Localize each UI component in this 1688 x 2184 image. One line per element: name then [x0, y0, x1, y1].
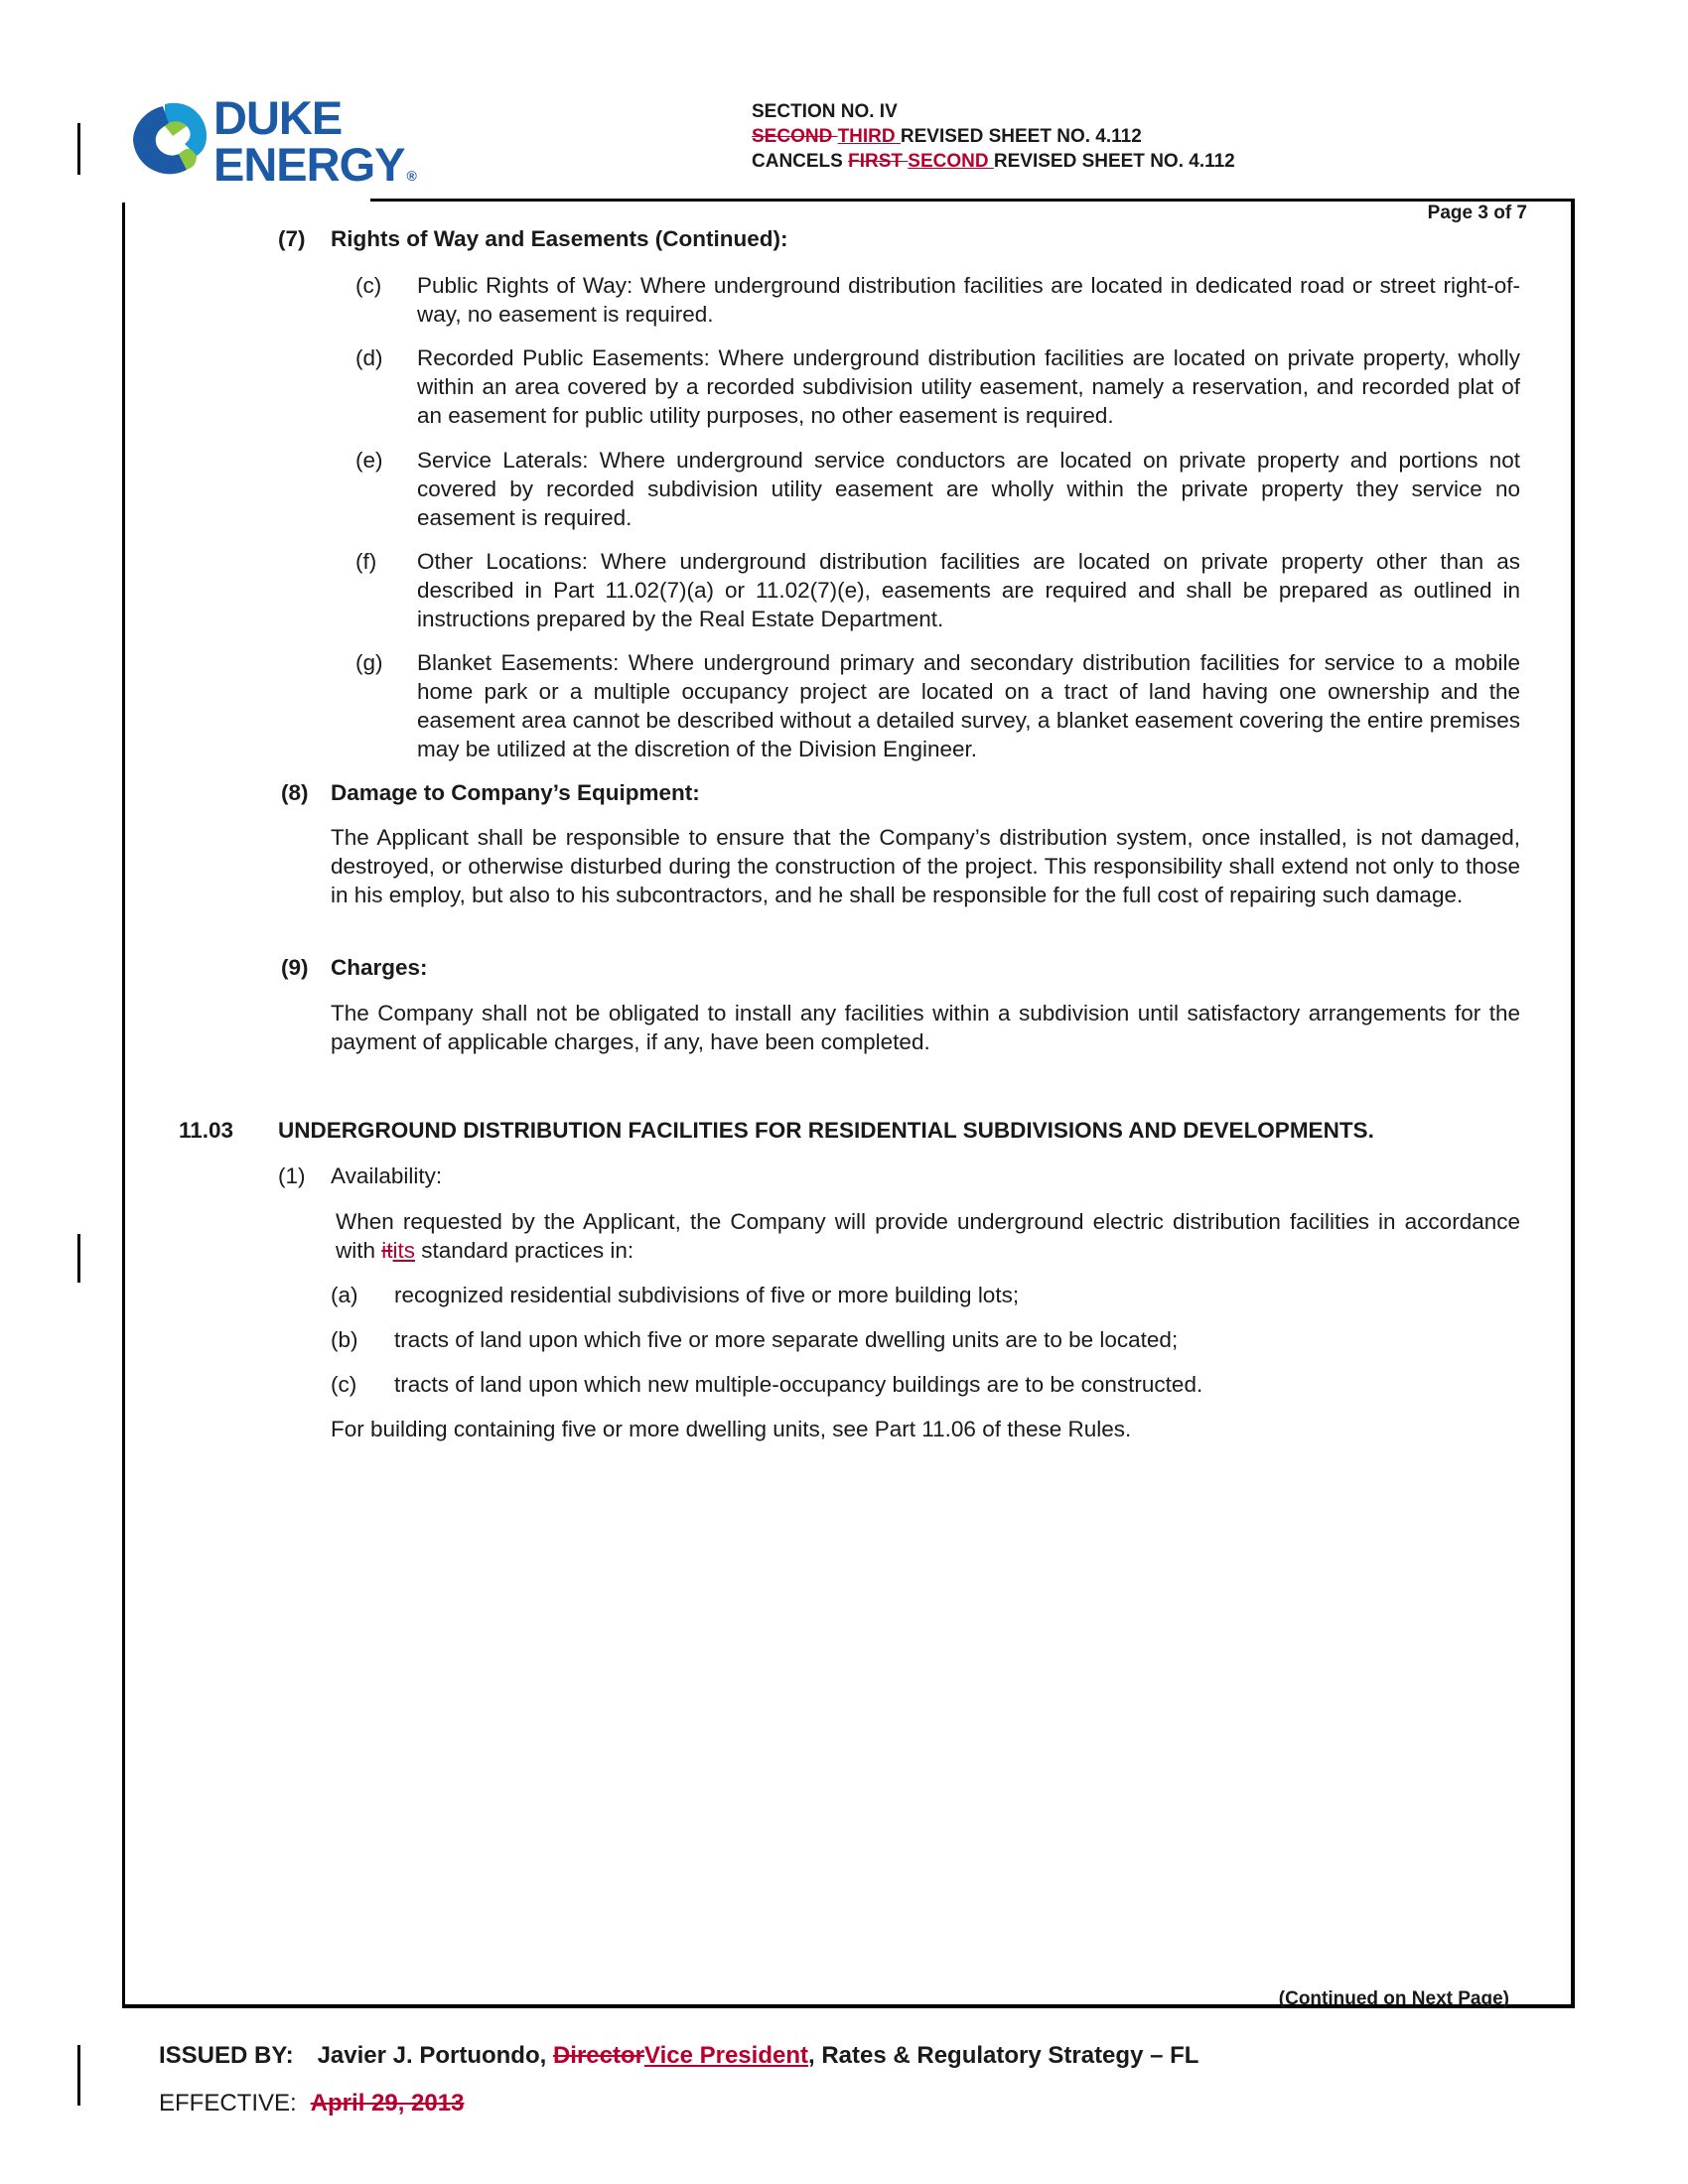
- logo-line2: ENERGY ®: [213, 138, 416, 191]
- section-7-title: Rights of Way and Easements (Continued):: [331, 226, 788, 251]
- change-bar: [77, 123, 80, 175]
- item-text: Public Rights of Way: Where underground distribution facilities are located in dedicated road or street right-of-way, no easement is required.: [417, 273, 1520, 327]
- section-number: SECTION NO. IV: [752, 101, 898, 122]
- availability-intro: When requested by the Applicant, the Company will provide underground electric distribution facilities in accordance with itits standard practices in:: [336, 1209, 1520, 1263]
- change-bar: [77, 2045, 80, 2106]
- closing-note: For building containing five or more dwelling units, see Part 11.06 of these Rules.: [331, 1417, 1132, 1441]
- item-label: (e): [355, 448, 383, 473]
- section-9-title: Charges:: [331, 955, 428, 980]
- effective-line: EFFECTIVE: April 29, 2013: [159, 2090, 465, 2116]
- item-text: Recorded Public Easements: Where underground distribution facilities are located on private property, wholly within an area covered by a recorded subdivision utility easement, namely a reservation, and recorded plat of an easement for public utility purposes, no other easement is required.: [417, 345, 1520, 428]
- section-9-number: (9): [281, 955, 309, 980]
- sheet-header: [752, 99, 1235, 174]
- section-1103-title: UNDERGROUND DISTRIBUTION FACILITIES FOR RESIDENTIAL SUBDIVISIONS AND DEVELOPMENTS.: [278, 1118, 1374, 1143]
- logo-line1: DUKE: [213, 91, 343, 144]
- item-label: (g): [355, 650, 383, 675]
- item-label: (f): [355, 549, 377, 574]
- item-label: (d): [355, 345, 383, 370]
- subsection-1-number: (1): [278, 1163, 306, 1188]
- cancels-line: CANCELS FIRST SECOND REVISED SHEET NO. 4.112: [752, 151, 1235, 172]
- page-border-gap: [122, 199, 370, 203]
- item-text: tracts of land upon which five or more separate dwelling units are to be located;: [394, 1327, 1179, 1352]
- revised-sheet-line: SECOND THIRD REVISED SHEET NO. 4.112: [752, 126, 1142, 147]
- issued-by-line: ISSUED BY: Javier J. Portuondo, DirectorVice President, Rates & Regulatory Strategy – FL: [159, 2042, 1199, 2069]
- effective-label: EFFECTIVE:: [159, 2090, 297, 2116]
- issued-label: ISSUED BY:: [159, 2042, 294, 2069]
- page-number: Page 3 of 7: [1427, 203, 1527, 223]
- item-label: (a): [331, 1283, 358, 1307]
- section-8-text: The Applicant shall be responsible to ensure that the Company’s distribution system, once installed, is not damaged, destroyed, or otherwise disturbed during the construction of the project. This responsibility shall extend not only to those in his employ, but also to his subcontractors, and he shall be responsible for the full cost of repairing such damage.: [331, 825, 1520, 907]
- item-label: (b): [331, 1327, 358, 1352]
- section-1103-number: 11.03: [179, 1118, 234, 1143]
- item-label: (c): [331, 1372, 357, 1397]
- change-bar: [77, 1234, 80, 1283]
- section-8-title: Damage to Company’s Equipment:: [331, 780, 700, 805]
- item-text: Blanket Easements: Where underground primary and secondary distribution facilities for service to a mobile home park or a multiple occupancy project are located on a tract of land having one ownership and the easement area cannot be described without a detailed survey, a blanket easement covering the entire premises may be utilized at the discretion of the Division Engineer.: [417, 650, 1520, 761]
- item-text: recognized residential subdivisions of five or more building lots;: [394, 1283, 1020, 1307]
- subsection-1-title: Availability:: [331, 1163, 443, 1188]
- section-7-number: (7): [278, 226, 306, 251]
- item-label: (c): [355, 273, 382, 298]
- section-8-number: (8): [281, 780, 309, 805]
- section-9-text: The Company shall not be obligated to install any facilities within a subdivision until satisfactory arrangements for the payment of applicable charges, if any, have been completed.: [331, 1001, 1520, 1054]
- item-text: Service Laterals: Where underground service conductors are located on private property and portions not covered by recorded subdivision utility easement are wholly within the private property they service no easement is required.: [417, 448, 1520, 530]
- item-text: tracts of land upon which new multiple-occupancy buildings are to be constructed.: [394, 1372, 1203, 1397]
- logo-wordmark: [213, 91, 416, 200]
- duke-energy-swirl-icon: [125, 96, 214, 186]
- item-text: Other Locations: Where underground distribution facilities are located on private property other than as described in Part 11.02(7)(a) or 11.02(7)(e), easements are required and shall be prepared as outlined in instructions prepared by the Real Estate Department.: [417, 549, 1520, 631]
- continued-note: (Continued on Next Page): [1278, 1988, 1509, 2009]
